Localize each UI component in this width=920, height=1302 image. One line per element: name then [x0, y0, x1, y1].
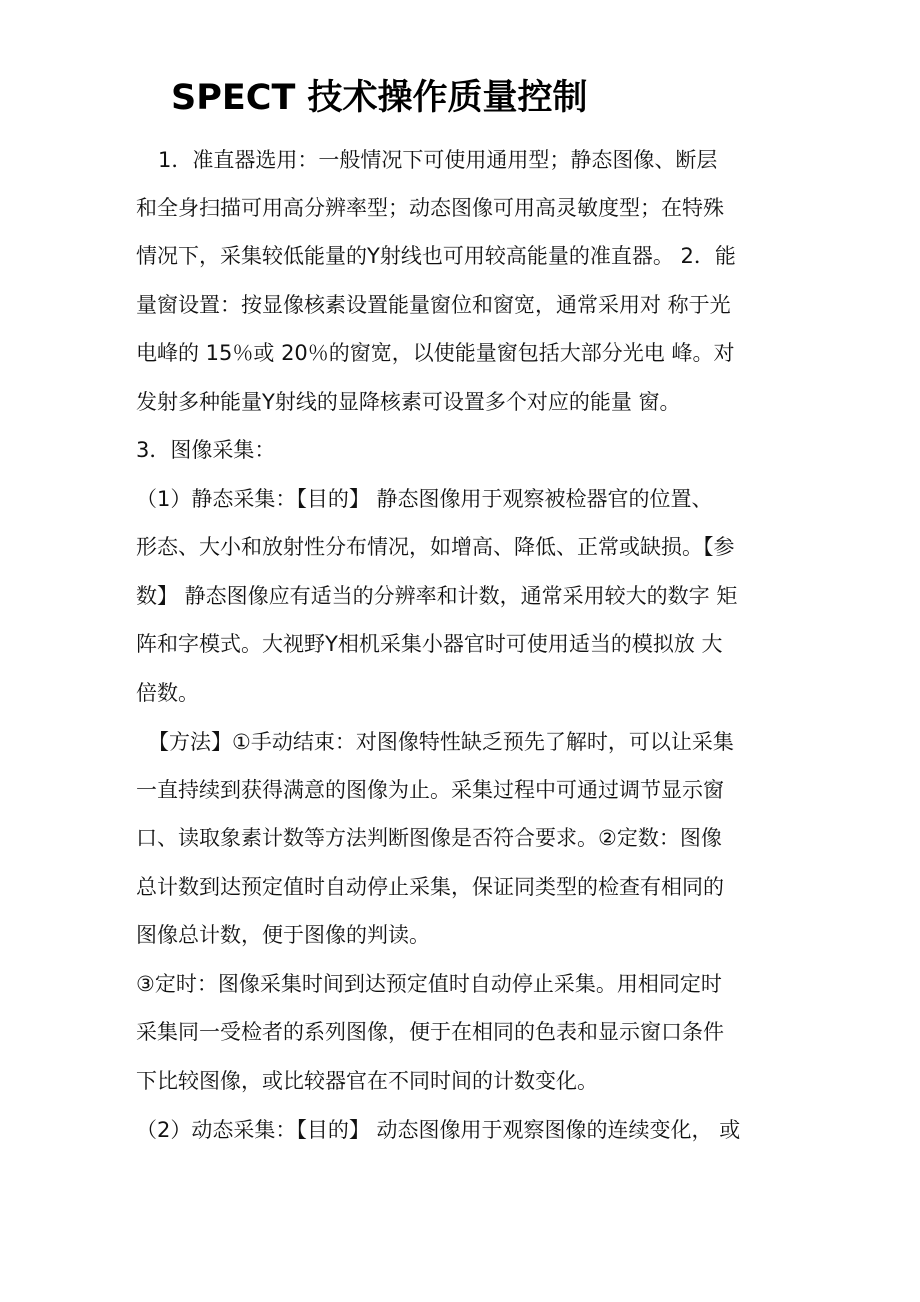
text-line-9: 形态、大小和放射性分布情况，如增高、降低、正常或缺损。【参	[136, 535, 735, 559]
text-line-8: （1）静态采集：【目的】 静态图像用于观察被检器官的位置、	[136, 487, 713, 511]
text-line-7: 3．图像采集：	[136, 438, 276, 462]
text-line-20: 下比较图像，或比较器官在不同时间的计数变化。	[136, 1069, 598, 1093]
text-line-16: 总计数到达预定值时自动停止采集，保证同类型的检查有相同的	[136, 875, 724, 899]
text-line-6: 发射多种能量Y射线的显降核素可设置多个对应的能量 窗。	[136, 390, 681, 414]
text-line-13: 【方法】①手动结束：对图像特性缺乏预先了解时，可以让采集	[148, 730, 734, 754]
document-title: SPECT 技术操作质量控制	[171, 78, 588, 118]
text-line-15: 口、读取象素计数等方法判断图像是否符合要求。②定数：图像	[136, 826, 722, 850]
text-line-11: 阵和字模式。大视野Y相机采集小器官时可使用适当的模拟放 大	[136, 632, 723, 656]
text-line-1: 1．准直器选用：一般情况下可使用通用型；静态图像、断层	[158, 148, 718, 172]
text-line-4: 量窗设置：按显像核素设置能量窗位和窗宽，通常采用对 称于光	[136, 293, 731, 317]
text-line-19: 采集同一受检者的系列图像，便于在相同的色表和显示窗口条件	[136, 1020, 724, 1044]
text-line-5: 电峰的 15％或 20％的窗宽，以使能量窗包括大部分光电 峰。对	[136, 341, 735, 365]
text-line-14: 一直持续到获得满意的图像为止。采集过程中可通过调节显示窗	[136, 778, 724, 802]
text-line-21: （2）动态采集：【目的】 动态图像用于观察图像的连续变化， 或	[136, 1118, 741, 1142]
text-line-12: 倍数。	[136, 681, 199, 705]
text-line-18: ③定时：图像采集时间到达预定值时自动停止采集。用相同定时	[136, 972, 722, 996]
text-line-17: 图像总计数，便于图像的判读。	[136, 923, 430, 947]
text-line-3: 情况下，采集较低能量的Y射线也可用较高能量的准直器。 2．能	[136, 244, 736, 268]
text-line-10: 数】 静态图像应有适当的分辨率和计数，通常采用较大的数字 矩	[136, 584, 738, 608]
text-line-2: 和全身扫描可用高分辨率型；动态图像可用高灵敏度型；在特殊	[136, 196, 724, 220]
